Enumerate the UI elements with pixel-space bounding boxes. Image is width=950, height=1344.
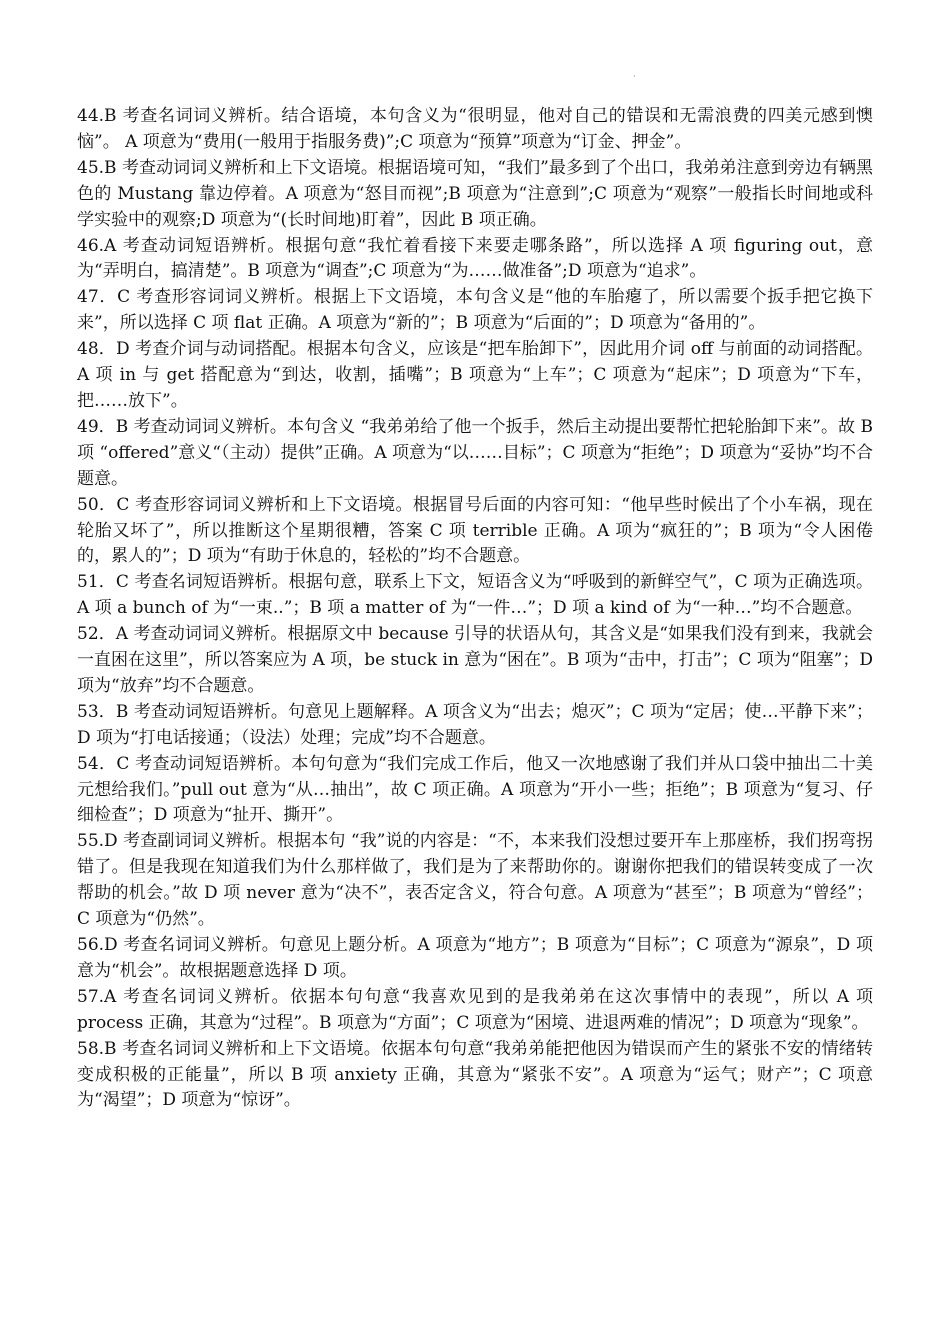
- explanation-45: 45.B 考查动词词义辨析和上下文语境。根据语境可知，“我们”最多到了个出口，我弟弟注意到旁边有辆黑色的 Mustang 靠边停着。A 项意为“怒目而视”;B 项意为“注意到”;C 项意为“观察”一般指长时间地或科学实验中的观察;D 项意为“(长时间地)盯着”，因此 B 项正确。: [77, 157, 873, 230]
- explanation-57: 57.A 考查名词词义辨析。依据本句句意“我喜欢见到的是我弟弟在这次事情中的表现”，所以 A 项 process 正确，其意为“过程”。B 项意为“方面”；C 项意为“困境、进退两难的情况”；D 项意为“现象”。: [77, 986, 873, 1033]
- explanation-48: 48．D 考查介词与动词搭配。根据本句含义，应该是“把车胎卸下”，因此用介词 off 与前面的动词搭配。A 项 in 与 get 搭配意为“到达，收割，插嘴”；B 项意为“上车”；C 项意为“起床”；D 项意为“下车，把……放下”。: [77, 339, 873, 411]
- explanation-49: 49．B 考查动词词义辨析。本句含义 “我弟弟给了他一个扳手，然后主动提出要帮忙把轮胎卸下来”。故 B 项 “offered”意义“（主动）提供”正确。A 项意为“以……目标”；C 项意为“拒绝”；D 项意为“妥协”均不合题意。: [77, 416, 873, 489]
- explanation-55: 55.D 考查副词词义辨析。根据本句 “我”说的内容是：“不，本来我们没想过要开车上那座桥，我们拐弯拐错了。但是我现在知道我们为什么那样做了，我们是为了来帮助你的。谢谢你把我们的错误转变成了一次帮助的机会。”故 D 项 never 意为“决不”，表否定含义，符合句意。A 项意为“甚至”；B 项意为“曾经”；C 项意为“仍然”。: [77, 831, 873, 930]
- explanation-46: 46.A 考查动词短语辨析。根据句意“我忙着看接下来要走哪条路”，所以选择 A 项 figuring out，意为“弄明白，搞清楚”。B 项意为“调查”;C 项意为“为……做准备”;D 项意为“追求”。: [77, 235, 873, 282]
- explanation-51: 51．C 考查名词短语辨析。根据句意，联系上下文，短语含义为“呼吸到的新鲜空气”，C 项为正确选项。A 项 a bunch of 为“一束..”；B 项 a matter of 为“一件…”；D 项 a kind of 为“一种…”均不合题意。: [77, 572, 873, 619]
- explanation-47: 47．C 考查形容词词义辨析。根据上下文语境，本句含义是“他的车胎瘪了，所以需要个扳手把它换下来”，所以选择 C 项 flat 正确。A 项意为“新的”；B 项意为“后面的”；D 项意为“备用的”。: [77, 287, 873, 334]
- explanation-52: 52．A 考查动词词义辨析。根据原文中 because 引导的状语从句，其含义是“如果我们没有到来，我就会一直困在这里”，所以答案应为 A 项，be stuck in 意为“困在”。B 项为“击中，打击”；C 项为“阻塞”；D 项为“放弃”均不合题意。: [77, 624, 873, 696]
- explanation-56: 56.D 考查名词词义辨析。句意见上题分析。A 项意为“地方”；B 项意为“目标”；C 项意为“源泉”，D 项意为“机会”。故根据题意选择 D 项。: [77, 935, 873, 981]
- answer-explanations: [77, 104, 873, 1114]
- explanation-58: 58.B 考查名词词义辨析和上下文语境。依据本句句意“我弟弟能把他因为错误而产生的紧张不安的情绪转变成积极的正能量”，所以 B 项 anxiety 正确，其意为“紧张不安”。A 项意为“运气；财产”；C 项意为“渴望”；D 项意为“惊讶”。: [77, 1038, 873, 1111]
- header-mark: ·: [633, 72, 636, 81]
- explanation-50: 50．C 考查形容词词义辨析和上下文语境。根据冒号后面的内容可知：“他早些时候出了个小车祸，现在轮胎又坏了”，所以推断这个星期很糟，答案 C 项 terrible 正确。A 项为“疯狂的”；B 项为“令人困倦的，累人的”；D 项为“有助于休息的，轻松的”均不合题意。: [77, 494, 873, 567]
- explanation-54: 54．C 考查动词短语辨析。本句句意为“我们完成工作后，他又一次地感谢了我们并从口袋中抽出二十美元想给我们。”pull out 意为“从…抽出”，故 C 项正确。A 项意为“开小一些；拒绝”；B 项意为“复习、仔细检查”；D 项意为“扯开、撕开”。: [77, 753, 873, 826]
- explanation-44: 44.B 考查名词词义辨析。结合语境，本句含义为“很明显，他对自己的错误和无需浪费的四美元感到懊恼”。 A 项意为“费用(一般用于指服务费)”;C 项意为“预算”项意为“订金、押金”。: [77, 106, 873, 152]
- explanation-53: 53．B 考查动词短语辨析。句意见上题解释。A 项含义为“出去；熄灭”；C 项为“定居；使…平静下来”；D 项为“打电话接通；（设法）处理；完成”均不合题意。: [77, 701, 873, 748]
